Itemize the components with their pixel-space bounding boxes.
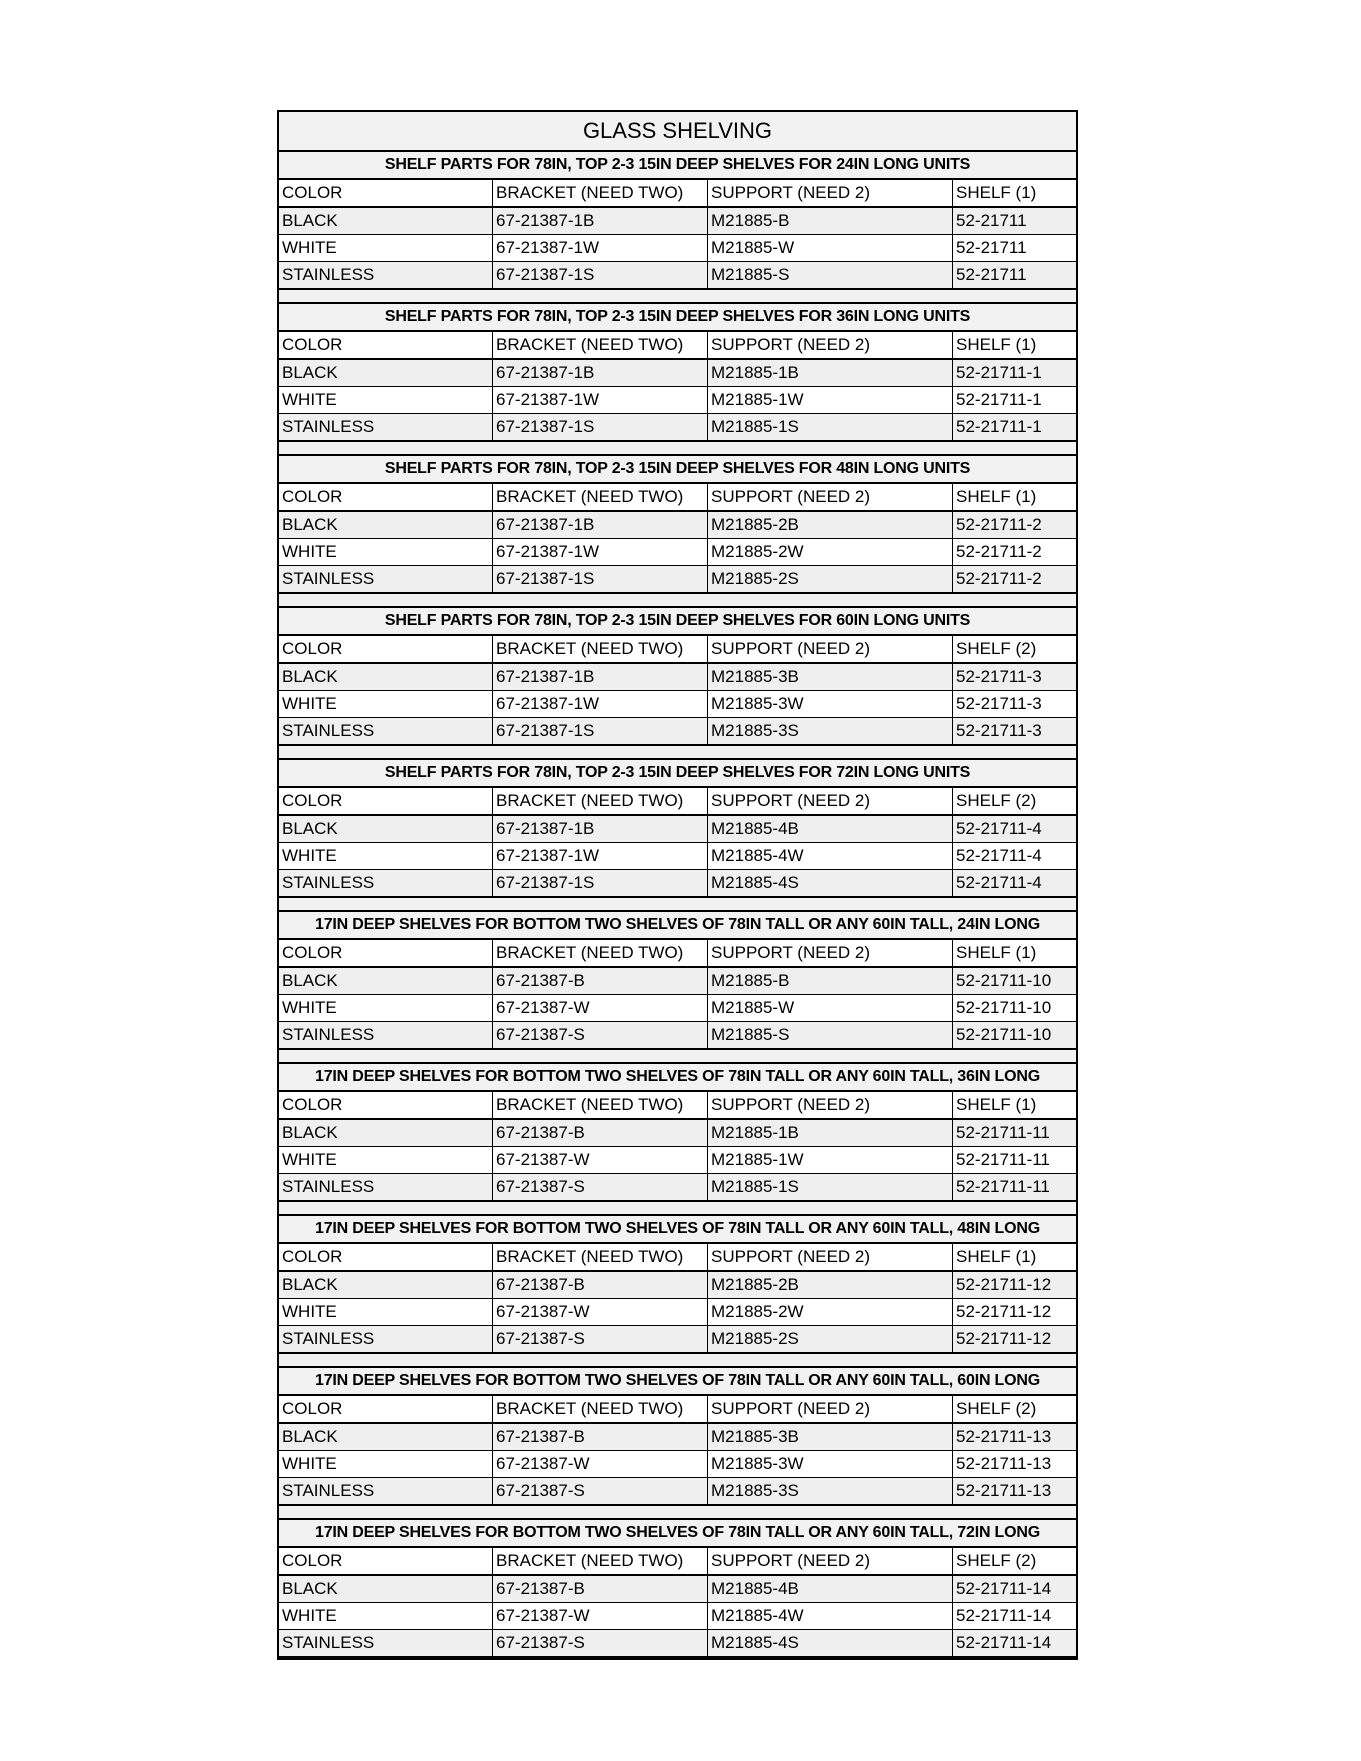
- section-heading: SHELF PARTS FOR 78IN, TOP 2-3 15IN DEEP SHELVES FOR 72IN LONG UNITS: [279, 760, 1076, 788]
- shelf-part-cell: 52-21711: [956, 211, 1027, 230]
- shelf-part-cell: 52-21711-12: [956, 1302, 1052, 1321]
- bracket-part-cell: 67-21387-W: [493, 1451, 708, 1477]
- bracket-part-cell: 67-21387-B: [493, 968, 708, 994]
- table-row: [279, 360, 1076, 387]
- color-cell: WHITE: [279, 387, 493, 413]
- section-heading: SHELF PARTS FOR 78IN, TOP 2-3 15IN DEEP SHELVES FOR 36IN LONG UNITS: [279, 304, 1076, 332]
- bracket-column-header: BRACKET (NEED TWO): [493, 636, 708, 662]
- color-cell: BLACK: [279, 1576, 493, 1602]
- color-cell: STAINLESS: [279, 870, 493, 896]
- shelf-part-cell: 52-21711-4: [956, 846, 1042, 865]
- table-row: [279, 387, 1076, 414]
- column-header-row: [279, 940, 1076, 968]
- section-block: [279, 456, 1076, 608]
- support-part-cell: M21885-4B: [708, 1576, 953, 1602]
- color-cell: STAINLESS: [279, 718, 493, 744]
- section-block: [279, 912, 1076, 1064]
- section-heading: SHELF PARTS FOR 78IN, TOP 2-3 15IN DEEP SHELVES FOR 60IN LONG UNITS: [279, 608, 1076, 636]
- section-block: [279, 304, 1076, 456]
- color-cell: BLACK: [279, 664, 493, 690]
- support-part-cell: M21885-S: [708, 1022, 953, 1048]
- color-cell: WHITE: [279, 1603, 493, 1629]
- color-cell: BLACK: [279, 512, 493, 538]
- color-column-header: COLOR: [279, 788, 493, 814]
- shelf-part-cell: 52-21711-14: [956, 1579, 1052, 1598]
- column-header-row: [279, 484, 1076, 512]
- bracket-part-cell: 67-21387-1B: [493, 816, 708, 842]
- bracket-part-cell: 67-21387-1S: [493, 262, 708, 288]
- bracket-column-header: BRACKET (NEED TWO): [493, 1092, 708, 1118]
- bracket-part-cell: 67-21387-1W: [493, 235, 708, 261]
- support-part-cell: M21885-1B: [708, 1120, 953, 1146]
- color-cell: BLACK: [279, 816, 493, 842]
- section-spacer: [279, 1050, 1076, 1064]
- bracket-column-header: BRACKET (NEED TWO): [493, 940, 708, 966]
- support-column-header: SUPPORT (NEED 2): [708, 940, 953, 966]
- table-row: [279, 1424, 1076, 1451]
- color-cell: WHITE: [279, 1451, 493, 1477]
- support-column-header: SUPPORT (NEED 2): [708, 1092, 953, 1118]
- shelf-column-header: SHELF (1): [956, 487, 1037, 506]
- shelf-column-header: SHELF (2): [956, 639, 1037, 658]
- support-column-header: SUPPORT (NEED 2): [708, 636, 953, 662]
- support-part-cell: M21885-4S: [708, 870, 953, 896]
- color-cell: WHITE: [279, 843, 493, 869]
- color-column-header: COLOR: [279, 1396, 493, 1422]
- support-part-cell: M21885-3W: [708, 691, 953, 717]
- table-row: [279, 1120, 1076, 1147]
- table-row: [279, 539, 1076, 566]
- support-part-cell: M21885-3W: [708, 1451, 953, 1477]
- color-cell: BLACK: [279, 1424, 493, 1450]
- section-heading: SHELF PARTS FOR 78IN, TOP 2-3 15IN DEEP SHELVES FOR 48IN LONG UNITS: [279, 456, 1076, 484]
- section-heading: 17IN DEEP SHELVES FOR BOTTOM TWO SHELVES OF 78IN TALL OR ANY 60IN TALL, 48IN LONG: [279, 1216, 1076, 1244]
- table-row: [279, 566, 1076, 594]
- section-heading: 17IN DEEP SHELVES FOR BOTTOM TWO SHELVES OF 78IN TALL OR ANY 60IN TALL, 24IN LONG: [279, 912, 1076, 940]
- bracket-part-cell: 67-21387-S: [493, 1174, 708, 1200]
- section-heading: 17IN DEEP SHELVES FOR BOTTOM TWO SHELVES OF 78IN TALL OR ANY 60IN TALL, 36IN LONG: [279, 1064, 1076, 1092]
- table-row: [279, 1299, 1076, 1326]
- shelf-part-cell: 52-21711-3: [956, 694, 1042, 713]
- column-header-row: [279, 788, 1076, 816]
- bracket-part-cell: 67-21387-W: [493, 1147, 708, 1173]
- support-part-cell: M21885-2B: [708, 1272, 953, 1298]
- support-part-cell: M21885-W: [708, 995, 953, 1021]
- support-column-header: SUPPORT (NEED 2): [708, 180, 953, 206]
- shelf-column-header: SHELF (2): [956, 1551, 1037, 1570]
- table-row: [279, 1326, 1076, 1354]
- support-part-cell: M21885-3S: [708, 718, 953, 744]
- color-cell: STAINLESS: [279, 414, 493, 440]
- column-header-row: [279, 1548, 1076, 1576]
- page-title: GLASS SHELVING: [279, 112, 1076, 152]
- section-spacer: [279, 594, 1076, 608]
- support-part-cell: M21885-2W: [708, 1299, 953, 1325]
- shelf-part-cell: 52-21711-4: [956, 873, 1042, 892]
- table-row: [279, 512, 1076, 539]
- shelf-part-cell: 52-21711: [956, 238, 1027, 257]
- section-spacer: [279, 898, 1076, 912]
- support-column-header: SUPPORT (NEED 2): [708, 1244, 953, 1270]
- shelf-column-header: SHELF (2): [956, 1399, 1037, 1418]
- section-block: [279, 608, 1076, 760]
- bracket-column-header: BRACKET (NEED TWO): [493, 180, 708, 206]
- bracket-part-cell: 67-21387-S: [493, 1022, 708, 1048]
- section-block: [279, 1368, 1076, 1520]
- table-row: [279, 1478, 1076, 1506]
- section-block: [279, 760, 1076, 912]
- table-row: [279, 1576, 1076, 1603]
- bracket-part-cell: 67-21387-1W: [493, 539, 708, 565]
- shelf-column-header: SHELF (1): [956, 1247, 1037, 1266]
- table-row: [279, 1603, 1076, 1630]
- section-spacer: [279, 1354, 1076, 1368]
- column-header-row: [279, 332, 1076, 360]
- shelf-part-cell: 52-21711-12: [956, 1329, 1052, 1348]
- shelf-part-cell: 52-21711-1: [956, 363, 1042, 382]
- bracket-part-cell: 67-21387-1B: [493, 512, 708, 538]
- color-cell: STAINLESS: [279, 1174, 493, 1200]
- color-cell: WHITE: [279, 539, 493, 565]
- bracket-part-cell: 67-21387-1S: [493, 414, 708, 440]
- bracket-column-header: BRACKET (NEED TWO): [493, 1244, 708, 1270]
- column-header-row: [279, 180, 1076, 208]
- bracket-part-cell: 67-21387-S: [493, 1478, 708, 1504]
- color-cell: WHITE: [279, 235, 493, 261]
- column-header-row: [279, 1092, 1076, 1120]
- shelf-part-cell: 52-21711-3: [956, 667, 1042, 686]
- support-part-cell: M21885-1W: [708, 387, 953, 413]
- bracket-part-cell: 67-21387-W: [493, 1299, 708, 1325]
- color-cell: BLACK: [279, 208, 493, 234]
- color-column-header: COLOR: [279, 636, 493, 662]
- column-header-row: [279, 1396, 1076, 1424]
- bracket-part-cell: 67-21387-W: [493, 995, 708, 1021]
- shelf-part-cell: 52-21711-13: [956, 1454, 1052, 1473]
- support-part-cell: M21885-4W: [708, 1603, 953, 1629]
- support-column-header: SUPPORT (NEED 2): [708, 788, 953, 814]
- color-column-header: COLOR: [279, 180, 493, 206]
- color-cell: STAINLESS: [279, 1630, 493, 1656]
- shelf-part-cell: 52-21711-1: [956, 417, 1042, 436]
- support-part-cell: M21885-2W: [708, 539, 953, 565]
- section-spacer: [279, 746, 1076, 760]
- shelf-part-cell: 52-21711-10: [956, 971, 1052, 990]
- bracket-part-cell: 67-21387-1W: [493, 843, 708, 869]
- section-block: [279, 1216, 1076, 1368]
- parts-table: [277, 110, 1078, 1660]
- bracket-part-cell: 67-21387-B: [493, 1576, 708, 1602]
- support-part-cell: M21885-S: [708, 262, 953, 288]
- shelf-part-cell: 52-21711-14: [956, 1606, 1052, 1625]
- color-column-header: COLOR: [279, 332, 493, 358]
- bracket-part-cell: 67-21387-1B: [493, 360, 708, 386]
- color-column-header: COLOR: [279, 1548, 493, 1574]
- color-cell: STAINLESS: [279, 566, 493, 592]
- table-row: [279, 235, 1076, 262]
- support-part-cell: M21885-2S: [708, 1326, 953, 1352]
- shelf-column-header: SHELF (2): [956, 791, 1037, 810]
- shelf-column-header: SHELF (1): [956, 335, 1037, 354]
- support-part-cell: M21885-B: [708, 208, 953, 234]
- shelf-part-cell: 52-21711: [956, 265, 1027, 284]
- color-column-header: COLOR: [279, 940, 493, 966]
- color-column-header: COLOR: [279, 1244, 493, 1270]
- bracket-column-header: BRACKET (NEED TWO): [493, 484, 708, 510]
- bracket-part-cell: 67-21387-1B: [493, 208, 708, 234]
- color-cell: STAINLESS: [279, 262, 493, 288]
- support-part-cell: M21885-4S: [708, 1630, 953, 1656]
- color-cell: BLACK: [279, 360, 493, 386]
- color-cell: STAINLESS: [279, 1478, 493, 1504]
- section-spacer: [279, 1506, 1076, 1520]
- shelf-column-header: SHELF (1): [956, 1095, 1037, 1114]
- support-part-cell: M21885-1W: [708, 1147, 953, 1173]
- table-row: [279, 208, 1076, 235]
- support-part-cell: M21885-4B: [708, 816, 953, 842]
- table-row: [279, 664, 1076, 691]
- shelf-part-cell: 52-21711-2: [956, 515, 1042, 534]
- table-row: [279, 816, 1076, 843]
- table-row: [279, 718, 1076, 746]
- color-cell: WHITE: [279, 1147, 493, 1173]
- shelf-part-cell: 52-21711-11: [956, 1123, 1050, 1142]
- shelf-part-cell: 52-21711-10: [956, 998, 1052, 1017]
- color-cell: BLACK: [279, 1120, 493, 1146]
- table-row: [279, 870, 1076, 898]
- section-heading: 17IN DEEP SHELVES FOR BOTTOM TWO SHELVES OF 78IN TALL OR ANY 60IN TALL, 72IN LONG: [279, 1520, 1076, 1548]
- section-spacer: [279, 290, 1076, 304]
- support-part-cell: M21885-1S: [708, 1174, 953, 1200]
- support-part-cell: M21885-2B: [708, 512, 953, 538]
- table-row: [279, 262, 1076, 290]
- table-row: [279, 1147, 1076, 1174]
- table-row: [279, 1451, 1076, 1478]
- bracket-part-cell: 67-21387-1S: [493, 870, 708, 896]
- section-block: [279, 1520, 1076, 1658]
- shelf-part-cell: 52-21711-11: [956, 1150, 1050, 1169]
- support-column-header: SUPPORT (NEED 2): [708, 332, 953, 358]
- shelf-part-cell: 52-21711-10: [956, 1025, 1052, 1044]
- shelf-part-cell: 52-21711-2: [956, 569, 1042, 588]
- column-header-row: [279, 636, 1076, 664]
- section-heading: 17IN DEEP SHELVES FOR BOTTOM TWO SHELVES OF 78IN TALL OR ANY 60IN TALL, 60IN LONG: [279, 1368, 1076, 1396]
- bracket-column-header: BRACKET (NEED TWO): [493, 1548, 708, 1574]
- shelf-part-cell: 52-21711-3: [956, 721, 1042, 740]
- color-cell: BLACK: [279, 968, 493, 994]
- support-part-cell: M21885-1B: [708, 360, 953, 386]
- support-part-cell: M21885-3B: [708, 664, 953, 690]
- bracket-part-cell: 67-21387-1S: [493, 566, 708, 592]
- bracket-part-cell: 67-21387-S: [493, 1630, 708, 1656]
- color-cell: BLACK: [279, 1272, 493, 1298]
- support-part-cell: M21885-W: [708, 235, 953, 261]
- section-block: [279, 152, 1076, 304]
- section-spacer: [279, 442, 1076, 456]
- support-part-cell: M21885-3S: [708, 1478, 953, 1504]
- bracket-part-cell: 67-21387-1W: [493, 691, 708, 717]
- bracket-column-header: BRACKET (NEED TWO): [493, 788, 708, 814]
- shelf-part-cell: 52-21711-1: [956, 390, 1042, 409]
- bracket-column-header: BRACKET (NEED TWO): [493, 332, 708, 358]
- color-cell: WHITE: [279, 691, 493, 717]
- section-block: [279, 1064, 1076, 1216]
- shelf-part-cell: 52-21711-13: [956, 1427, 1052, 1446]
- bracket-part-cell: 67-21387-1W: [493, 387, 708, 413]
- bracket-part-cell: 67-21387-B: [493, 1120, 708, 1146]
- support-part-cell: M21885-B: [708, 968, 953, 994]
- color-cell: STAINLESS: [279, 1022, 493, 1048]
- shelf-part-cell: 52-21711-14: [956, 1633, 1052, 1652]
- support-column-header: SUPPORT (NEED 2): [708, 484, 953, 510]
- shelf-part-cell: 52-21711-4: [956, 819, 1042, 838]
- table-row: [279, 1630, 1076, 1658]
- support-part-cell: M21885-2S: [708, 566, 953, 592]
- shelf-column-header: SHELF (1): [956, 183, 1037, 202]
- bracket-column-header: BRACKET (NEED TWO): [493, 1396, 708, 1422]
- bracket-part-cell: 67-21387-W: [493, 1603, 708, 1629]
- shelf-part-cell: 52-21711-13: [956, 1481, 1052, 1500]
- shelf-column-header: SHELF (1): [956, 943, 1037, 962]
- support-part-cell: M21885-3B: [708, 1424, 953, 1450]
- color-cell: WHITE: [279, 1299, 493, 1325]
- table-row: [279, 1022, 1076, 1050]
- column-header-row: [279, 1244, 1076, 1272]
- section-spacer: [279, 1202, 1076, 1216]
- bracket-part-cell: 67-21387-1B: [493, 664, 708, 690]
- color-cell: STAINLESS: [279, 1326, 493, 1352]
- support-column-header: SUPPORT (NEED 2): [708, 1396, 953, 1422]
- color-column-header: COLOR: [279, 1092, 493, 1118]
- bracket-part-cell: 67-21387-B: [493, 1272, 708, 1298]
- color-column-header: COLOR: [279, 484, 493, 510]
- table-row: [279, 1174, 1076, 1202]
- sections-container: [279, 152, 1076, 1658]
- shelf-part-cell: 52-21711-2: [956, 542, 1042, 561]
- table-row: [279, 1272, 1076, 1299]
- shelf-part-cell: 52-21711-11: [956, 1177, 1050, 1196]
- support-part-cell: M21885-1S: [708, 414, 953, 440]
- table-row: [279, 414, 1076, 442]
- bracket-part-cell: 67-21387-B: [493, 1424, 708, 1450]
- table-row: [279, 968, 1076, 995]
- bracket-part-cell: 67-21387-S: [493, 1326, 708, 1352]
- support-column-header: SUPPORT (NEED 2): [708, 1548, 953, 1574]
- table-row: [279, 995, 1076, 1022]
- table-row: [279, 691, 1076, 718]
- support-part-cell: M21885-4W: [708, 843, 953, 869]
- color-cell: WHITE: [279, 995, 493, 1021]
- table-row: [279, 843, 1076, 870]
- shelf-part-cell: 52-21711-12: [956, 1275, 1052, 1294]
- section-heading: SHELF PARTS FOR 78IN, TOP 2-3 15IN DEEP SHELVES FOR 24IN LONG UNITS: [279, 152, 1076, 180]
- bracket-part-cell: 67-21387-1S: [493, 718, 708, 744]
